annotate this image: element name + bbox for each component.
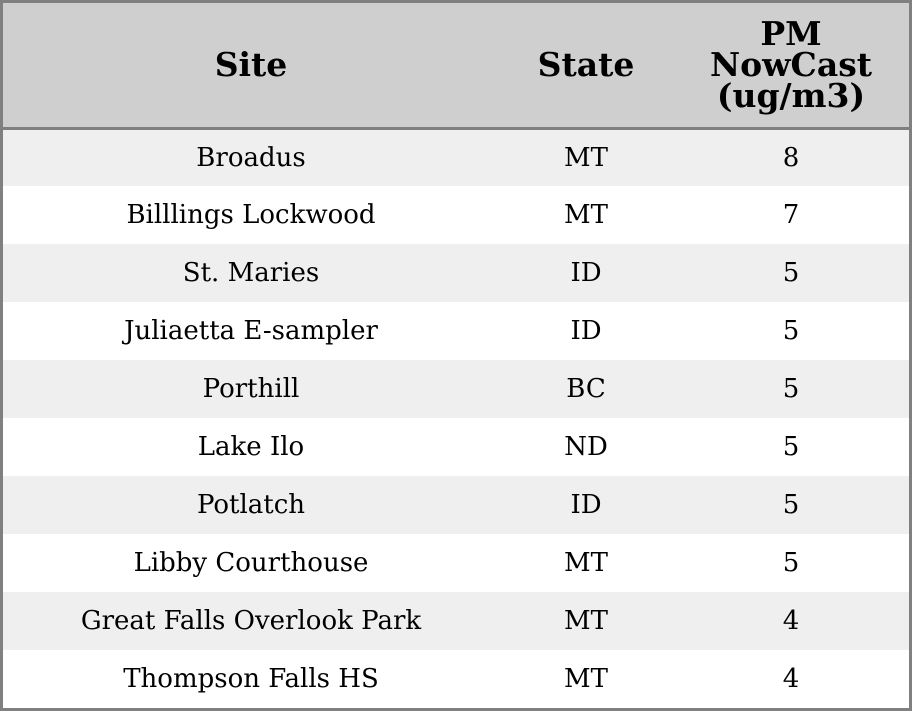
- cell-pm: 4: [782, 664, 800, 694]
- cell-pm: 5: [782, 258, 800, 288]
- cell-site: Porthill: [202, 374, 300, 404]
- header-row: [3, 3, 909, 128]
- cell-pm: 5: [782, 490, 800, 520]
- cell-site: Broadus: [196, 142, 306, 173]
- table-row: [3, 592, 909, 650]
- pm-nowcast-table: [3, 3, 909, 708]
- column-header-pm-line3: (ug/m3): [716, 76, 866, 116]
- cell-pm: 7: [782, 200, 800, 230]
- cell-pm: 5: [782, 548, 800, 578]
- cell-state: MT: [564, 142, 608, 173]
- column-header-pm-nowcast: [673, 3, 909, 128]
- cell-state: MT: [564, 200, 608, 230]
- cell-pm: 8: [782, 142, 800, 173]
- cell-pm: 4: [782, 606, 800, 636]
- cell-pm: 5: [782, 432, 800, 462]
- table-row: [3, 302, 909, 360]
- table-row: [3, 418, 909, 476]
- cell-state: MT: [564, 548, 608, 578]
- table-row: [3, 128, 909, 186]
- column-header-pm-line1: PM: [760, 14, 822, 54]
- cell-pm: 5: [782, 374, 800, 404]
- cell-site: Lake Ilo: [197, 432, 305, 462]
- cell-site: Billlings Lockwood: [126, 200, 376, 230]
- table-row: [3, 650, 909, 708]
- column-header-pm-line2: NowCast: [709, 45, 873, 85]
- cell-state: ND: [564, 432, 608, 462]
- table-row: [3, 244, 909, 302]
- cell-site: Potlatch: [196, 490, 306, 520]
- cell-state: BC: [566, 374, 606, 404]
- cell-site: Thompson Falls HS: [123, 664, 379, 694]
- cell-site: Great Falls Overlook Park: [80, 606, 422, 636]
- table-row: [3, 476, 909, 534]
- cell-state: MT: [564, 606, 608, 636]
- column-header-state: State: [499, 3, 673, 128]
- cell-pm: 5: [782, 316, 800, 346]
- table-row: [3, 360, 909, 418]
- cell-state: ID: [570, 490, 602, 520]
- cell-site: Juliaetta E-sampler: [124, 316, 378, 346]
- table-header: [3, 3, 909, 128]
- cell-state: MT: [564, 664, 608, 694]
- cell-state: ID: [570, 258, 602, 288]
- table-row: [3, 186, 909, 244]
- table-row: [3, 534, 909, 592]
- cell-site: St. Maries: [182, 258, 320, 288]
- cell-state: ID: [570, 316, 602, 346]
- cell-site: Libby Courthouse: [133, 548, 369, 578]
- table-body: [3, 128, 909, 708]
- column-header-site: Site: [3, 3, 499, 128]
